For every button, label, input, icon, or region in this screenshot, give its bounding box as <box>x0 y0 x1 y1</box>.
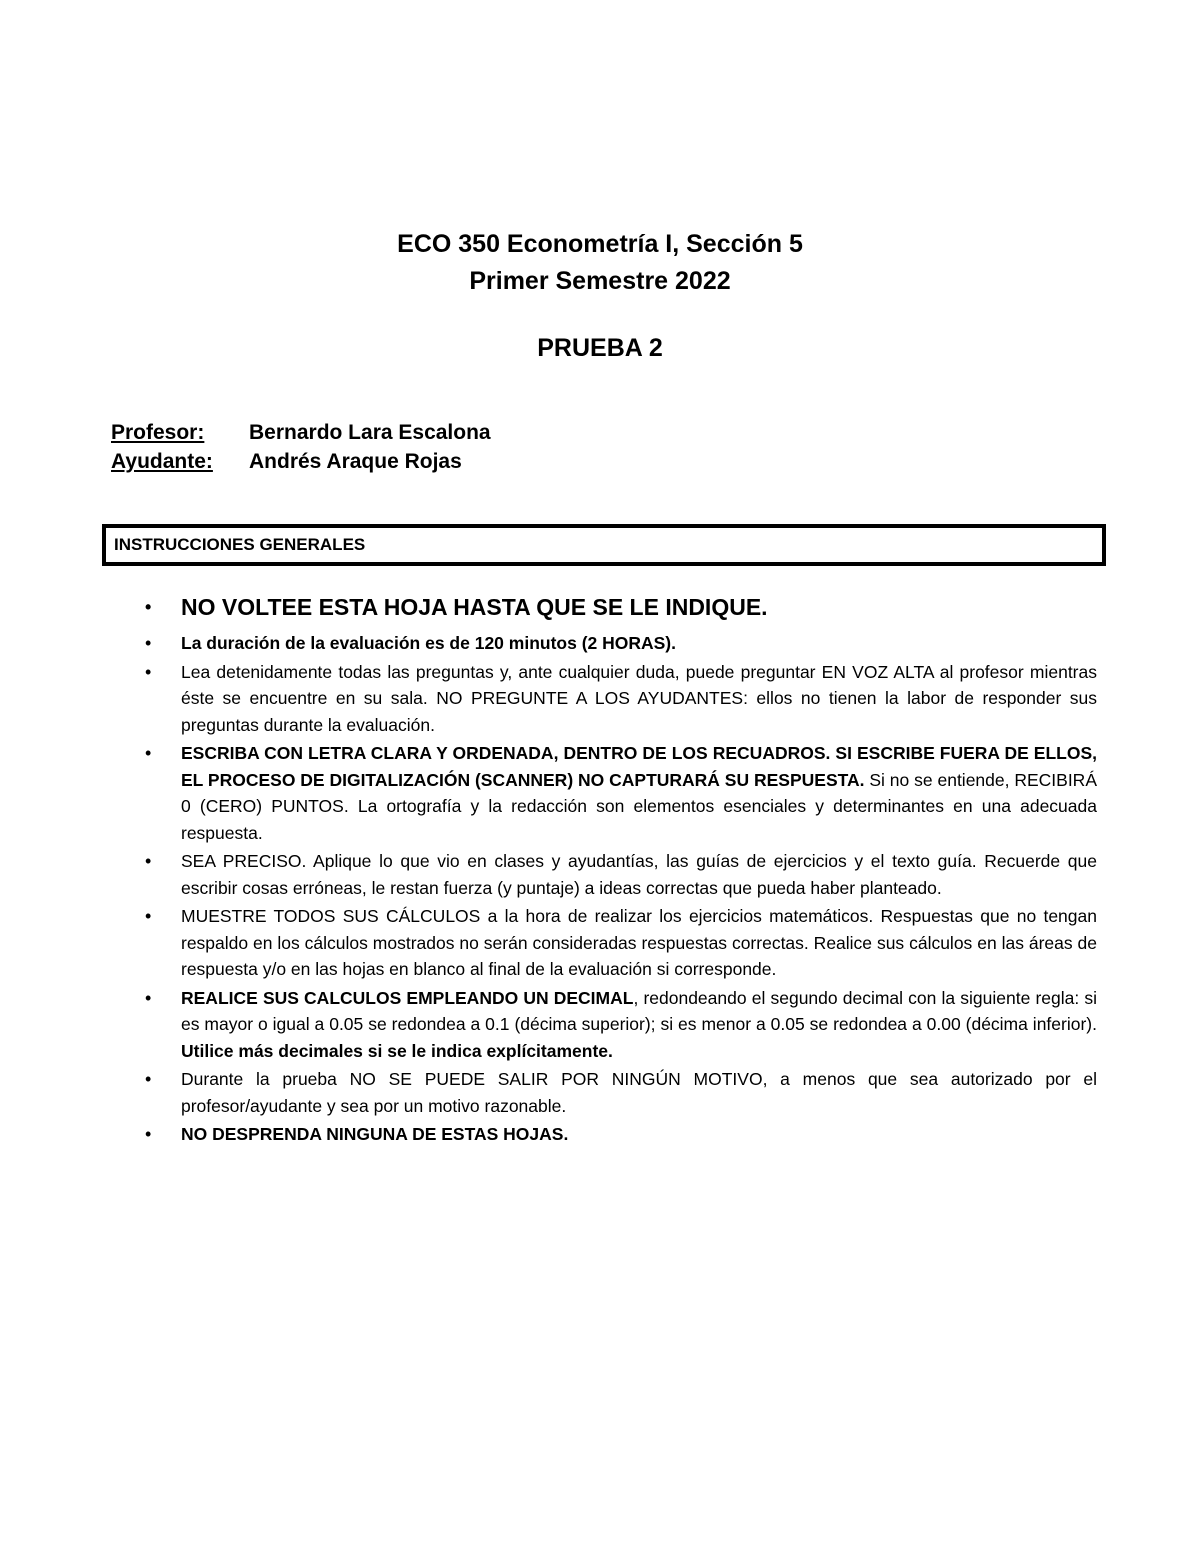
bullet-icon: • <box>145 987 152 1008</box>
instruction-text-bold: Utilice más decimales si se le indica explícitamente. <box>181 1040 613 1061</box>
list-item <box>145 1121 1097 1148</box>
instruction-text: Durante la prueba NO SE PUEDE SALIR POR NINGÚN MOTIVO, a menos que sea autorizado por el profesor/ayudante y sea por un motivo razonable. <box>181 1069 1097 1116</box>
list-item <box>145 903 1097 983</box>
title-block <box>0 226 1200 300</box>
semester-title: Primer Semestre 2022 <box>469 267 731 295</box>
instruction-text: , redondeando el segundo decimal con la siguiente regla: si es mayor o igual a 0.05 se redondea a 0.1 (décima superior); si es menor a 0.05 se redondea a 0.00 (décima inferior). <box>181 987 1097 1034</box>
staff-block <box>111 418 491 476</box>
bullet-icon: • <box>145 1069 152 1089</box>
bullet-icon: • <box>145 743 152 763</box>
instruction-text: SEA PRECISO. Aplique lo que vio en clases y ayudantías, las guías de ejercicios y el texto guía. Recuerde que escribir cosas erróneas, le restan fuerza (y puntaje) a ideas correctas que pueda haber planteado. <box>181 851 1097 898</box>
bullet-icon: • <box>145 661 152 682</box>
professor-name: Bernardo Lara Escalona <box>249 421 491 444</box>
instructions-header-title: INSTRUCCIONES GENERALES <box>114 535 366 554</box>
instruction-text: MUESTRE TODOS SUS CÁLCULOS a la hora de realizar los ejercicios matemáticos. Respuestas que no tengan respaldo en los cálculos mostrados no serán consideradas respuestas correctas. Realice sus cálculos en las áreas de respuesta y/o en las hojas en blanco al final de la evaluación si corresponde. <box>181 906 1097 979</box>
list-item <box>145 659 1097 739</box>
instruction-text-bold: REALICE SUS CALCULOS EMPLEANDO UN DECIMAL <box>181 987 634 1008</box>
bullet-icon: • <box>145 633 152 653</box>
instruction-text: Si no se entiende, RECIBIRÁ 0 (CERO) PUNTOS. La ortografía y la redacción son elementos esenciales y determinantes en una adecuada respuesta. <box>181 769 1097 843</box>
instructions-header-box <box>102 524 1106 566</box>
instruction-text-bold: ESCRIBA CON LETRA CLARA Y ORDENADA, DENTRO DE LOS RECUADROS. SI ESCRIBE FUERA DE ELLOS, EL PROCESO DE DIGITALIZACIÓN (SCANNER) NO CAPTURARÁ SU RESPUESTA. <box>181 743 1097 790</box>
bullet-icon: • <box>145 1124 152 1144</box>
assistant-label: Ayudante: <box>111 450 213 473</box>
list-item <box>145 848 1097 901</box>
list-item <box>145 1066 1097 1119</box>
list-item <box>145 740 1097 846</box>
exam-title: PRUEBA 2 <box>537 334 663 362</box>
course-title: ECO 350 Econometría I, Sección 5 <box>397 230 803 258</box>
instruction-text: La duración de la evaluación es de 120 minutos (2 HORAS). <box>181 633 676 653</box>
instruction-text: NO VOLTEE ESTA HOJA HASTA QUE SE LE INDIQUE. <box>181 594 768 620</box>
list-item <box>145 985 1097 1065</box>
assistant-row <box>111 447 491 476</box>
list-item <box>145 590 1097 624</box>
instructions-list <box>145 590 1097 1150</box>
list-item <box>145 630 1097 657</box>
professor-label: Profesor: <box>111 421 205 444</box>
professor-row <box>111 418 491 447</box>
instruction-text: Lea detenidamente todas las preguntas y, ante cualquier duda, puede preguntar EN VOZ ALTA al profesor mientras éste se encuentre en su sala. NO PREGUNTE A LOS AYUDANTES: ellos no tienen la labor de responder sus preguntas durante la evaluación. <box>181 661 1097 735</box>
assistant-name: Andrés Araque Rojas <box>249 450 462 473</box>
bullet-icon: • <box>145 906 152 926</box>
bullet-icon: • <box>145 851 152 871</box>
bullet-icon: • <box>145 597 152 617</box>
instruction-text: NO DESPRENDA NINGUNA DE ESTAS HOJAS. <box>181 1124 569 1144</box>
